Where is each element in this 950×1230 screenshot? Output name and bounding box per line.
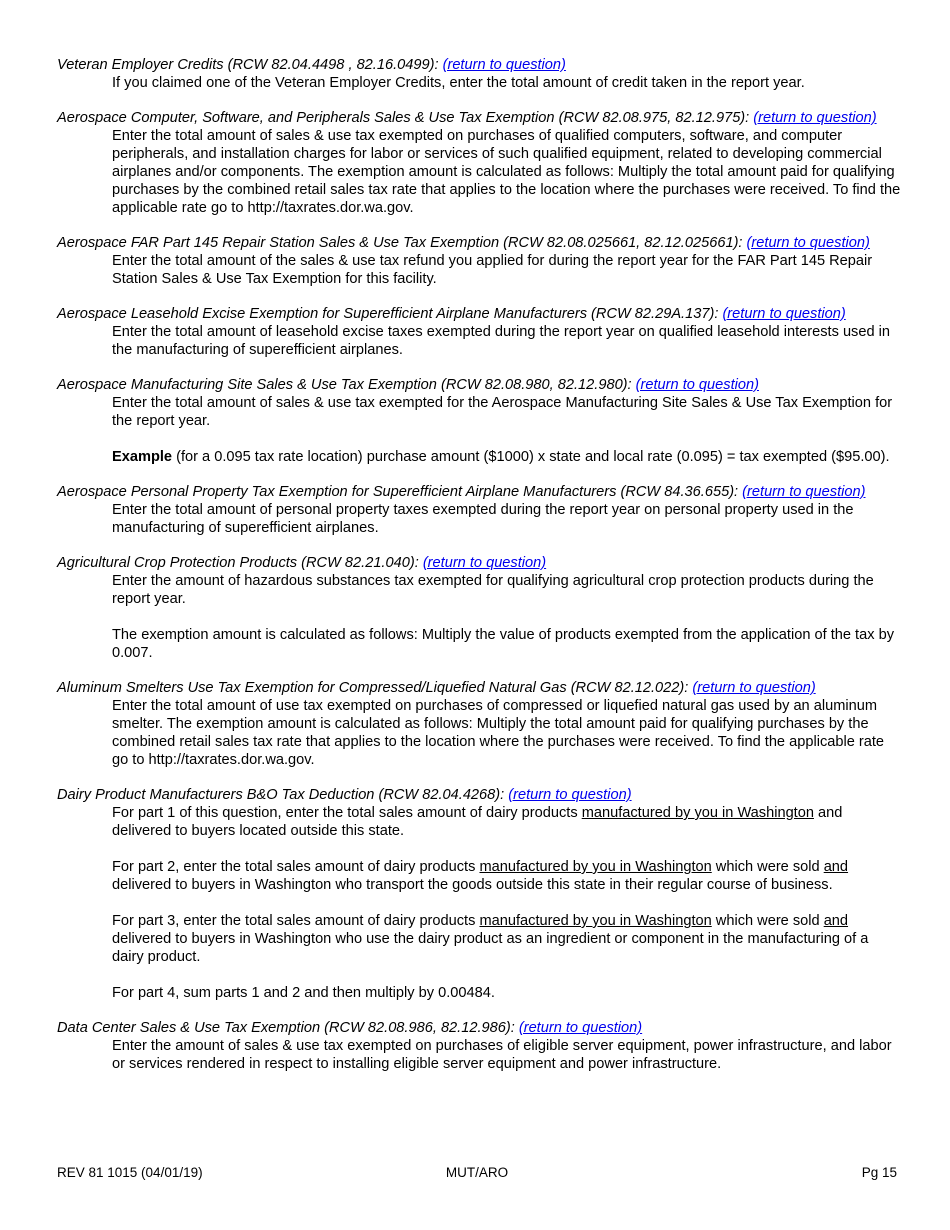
return-to-question-link[interactable]: (return to question) <box>742 484 866 500</box>
section-body <box>112 323 902 359</box>
section-title: Aerospace Personal Property Tax Exemption for Superefficient Airplane Manufacturers (RCW 84.36.655): <box>57 484 743 500</box>
section-body <box>112 804 902 1002</box>
paragraph: Enter the amount of hazardous substances tax exempted for qualifying agricultural crop protection products during the report year. <box>112 573 874 607</box>
part-4-paragraph: For part 4, sum parts 1 and 2 and then multiply by 0.00484. <box>112 985 495 1001</box>
return-to-question-link[interactable]: (return to question) <box>746 235 870 251</box>
page-footer <box>57 1165 897 1183</box>
section-title: Aerospace Leasehold Excise Exemption for Superefficient Airplane Manufacturers (RCW 82.29A.137): <box>57 306 723 322</box>
text-run: For part 1 of this question, enter the total sales amount of dairy products <box>112 805 582 821</box>
section-title: Aerospace Computer, Software, and Peripherals Sales & Use Tax Exemption (RCW 82.08.975, 82.12.975): <box>57 110 754 126</box>
section-heading <box>57 305 902 323</box>
part-1-paragraph <box>112 804 902 840</box>
section-title: Aluminum Smelters Use Tax Exemption for Compressed/Liquefied Natural Gas (RCW 82.12.022): <box>57 680 693 696</box>
text-run: delivered to buyers in Washington who transport the goods outside this state in their regular course of business. <box>112 877 833 893</box>
return-to-question-link[interactable]: (return to question) <box>692 680 816 696</box>
underlined-text: and <box>823 913 849 929</box>
section-title: Aerospace Manufacturing Site Sales & Use Tax Exemption (RCW 82.08.980, 82.12.980): <box>57 377 636 393</box>
text-run: delivered to buyers in Washington who use the dairy product as an ingredient or component in the manufacturing of a dairy product. <box>112 931 869 965</box>
section-aerospace-personal-property <box>57 483 902 537</box>
section-aerospace-far-part-145 <box>57 234 902 288</box>
underlined-text: manufactured by you in Washington <box>581 805 814 821</box>
section-heading <box>57 1019 902 1037</box>
section-heading <box>57 483 902 501</box>
part-3-paragraph <box>112 912 902 966</box>
section-body <box>112 127 902 217</box>
section-body <box>112 572 902 662</box>
part-2-paragraph <box>112 858 902 894</box>
section-veteran-employer-credits <box>57 56 902 92</box>
section-title: Agricultural Crop Protection Products (RCW 82.21.040): <box>57 555 423 571</box>
text-run: which were sold <box>711 859 824 875</box>
section-agricultural-crop-protection <box>57 554 902 662</box>
section-heading <box>57 679 902 697</box>
section-heading <box>57 376 902 394</box>
section-data-center <box>57 1019 902 1073</box>
paragraph: Enter the total amount of the sales & use tax refund you applied for during the report year for the FAR Part 145 Repair Station Sales & Use Tax Exemption for this facility. <box>112 253 873 287</box>
section-heading <box>57 786 902 804</box>
underlined-text: and <box>823 859 849 875</box>
text-run: and delivered to buyers located outside this state. <box>112 805 843 839</box>
section-title: Aerospace FAR Part 145 Repair Station Sales & Use Tax Exemption (RCW 82.08.025661, 82.12.025661): <box>57 235 747 251</box>
section-heading <box>57 234 902 252</box>
example-paragraph <box>112 448 902 466</box>
section-body <box>112 74 902 92</box>
return-to-question-link[interactable]: (return to question) <box>753 110 877 126</box>
section-heading <box>57 554 902 572</box>
paragraph: Enter the total amount of personal property taxes exempted during the report year on personal property used in the manufacturing of superefficient airplanes. <box>112 502 854 536</box>
section-body <box>112 394 902 466</box>
section-title: Dairy Product Manufacturers B&O Tax Deduction (RCW 82.04.4268): <box>57 787 509 803</box>
section-aluminum-smelters <box>57 679 902 769</box>
section-body <box>112 697 902 769</box>
form-number: REV 81 1015 (04/01/19) <box>57 1165 203 1180</box>
return-to-question-link[interactable]: (return to question) <box>722 306 846 322</box>
text-run: which were sold <box>711 913 824 929</box>
paragraph: Enter the amount of sales & use tax exempted on purchases of eligible server equipment, power infrastructure, and labor or services rendered in respect to installing eligible server equipment and power infrastructure. <box>112 1038 892 1072</box>
section-aerospace-computer-software <box>57 109 902 217</box>
example-label: Example <box>112 449 173 465</box>
underlined-text: manufactured by you in Washington <box>479 859 712 875</box>
paragraph: Enter the total amount of use tax exempted on purchases of compressed or liquefied natural gas used by an aluminum smelter. The exemption amount is calculated as follows: Multiply the total amount paid for qualifying purchases by the combined retail sales tax rate that applies to the location where the purchases were received. To find the applicable rate go to http://taxrates.dor.wa.gov. <box>112 698 885 768</box>
return-to-question-link[interactable]: (return to question) <box>518 1020 643 1036</box>
underlined-text: manufactured by you in Washington <box>479 913 712 929</box>
return-to-question-link[interactable]: (return to question) <box>422 555 547 571</box>
paragraph: If you claimed one of the Veteran Employer Credits, enter the total amount of credit taken in the report year. <box>112 75 805 91</box>
paragraph: Enter the total amount of leasehold excise taxes exempted during the report year on qualified leasehold interests used in the manufacturing of superefficient airplanes. <box>112 324 891 358</box>
text-run: For part 2, enter the total sales amount of dairy products <box>112 859 480 875</box>
document-page <box>57 56 902 1090</box>
return-to-question-link[interactable]: (return to question) <box>442 57 566 73</box>
section-heading <box>57 109 902 127</box>
section-aerospace-leasehold-excise <box>57 305 902 359</box>
section-title: Data Center Sales & Use Tax Exemption (RCW 82.08.986, 82.12.986): <box>57 1020 519 1036</box>
return-to-question-link[interactable]: (return to question) <box>508 787 632 803</box>
section-title: Veteran Employer Credits (RCW 82.04.4498 , 82.16.0499): <box>57 57 443 73</box>
section-body <box>112 252 902 288</box>
section-body <box>112 1037 902 1073</box>
paragraph: Enter the total amount of sales & use tax exempted on purchases of qualified computers, software, and computer peripherals, and installation charges for labor or services of such qualified equipment, related to developing commercial airplanes and/or components. The exemption amount is calculated as follows: Multiply the total amount paid for qualifying purchases by the combined retail sales tax rate that applies to the location where the purchases were received. To find the applicable rate go to http://taxrates.dor.wa.gov. <box>112 128 901 216</box>
paragraph: Enter the total amount of sales & use tax exempted for the Aerospace Manufacturing Site Sales & Use Tax Exemption for the report year. <box>112 395 893 429</box>
section-dairy-product-manufacturers <box>57 786 902 1002</box>
section-heading <box>57 56 902 74</box>
text-run: For part 3, enter the total sales amount of dairy products <box>112 913 480 929</box>
section-aerospace-manufacturing-site <box>57 376 902 466</box>
return-to-question-link[interactable]: (return to question) <box>635 377 759 393</box>
section-body <box>112 501 902 537</box>
footer-center-label: MUT/ARO <box>445 1165 509 1180</box>
page-number: Pg 15 <box>861 1165 897 1180</box>
example-text: (for a 0.095 tax rate location) purchase amount ($1000) x state and local rate (0.095) = tax exempted ($95.00). <box>172 449 890 465</box>
paragraph: The exemption amount is calculated as follows: Multiply the value of products exempted from the application of the tax by 0.007. <box>112 627 894 661</box>
